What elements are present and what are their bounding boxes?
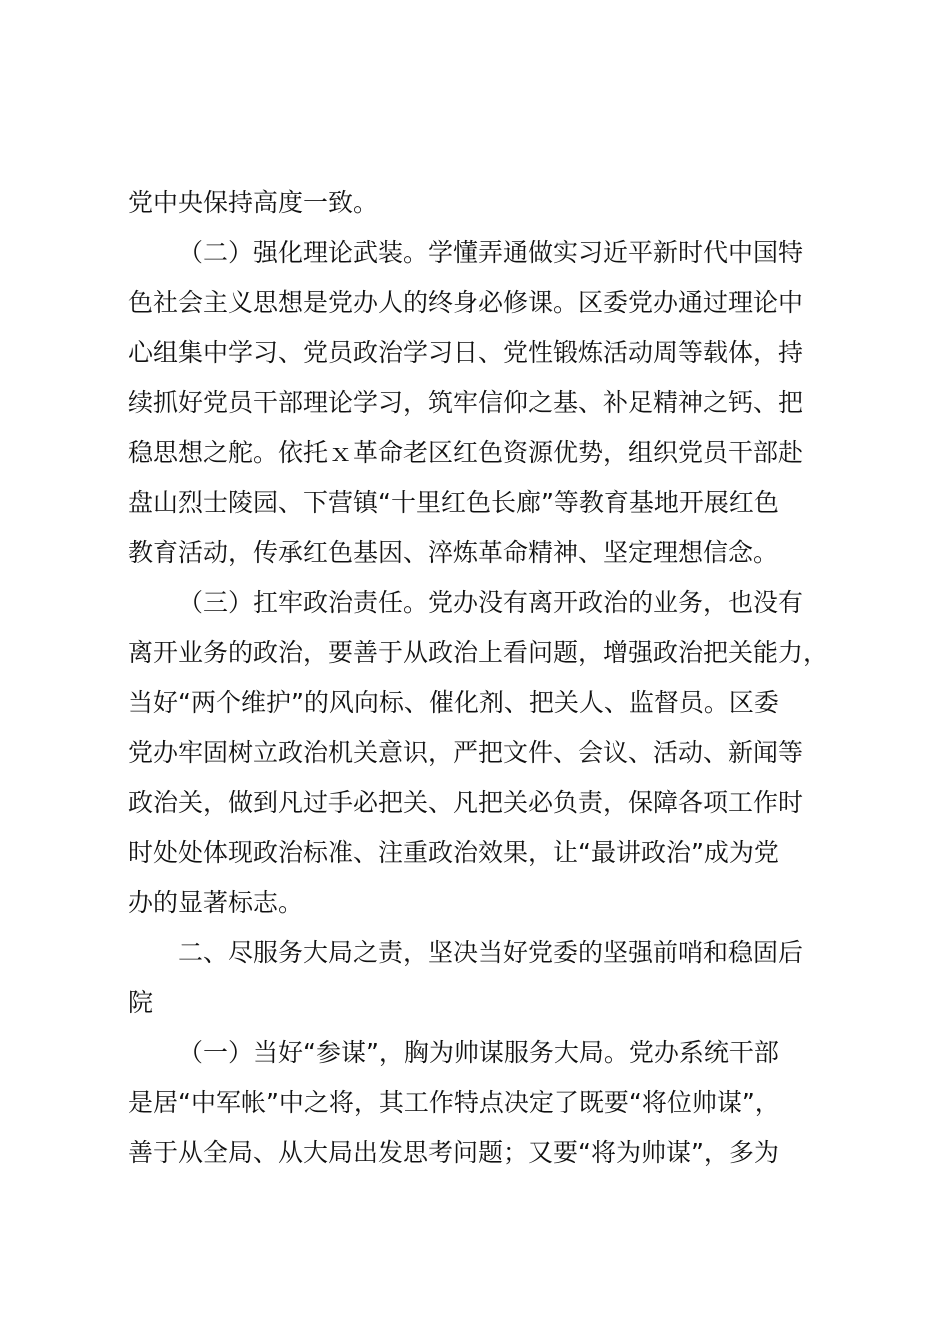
paragraph-line: 时处处体现政治标准、注重政治效果，让“最讲政治”成为党	[128, 838, 779, 867]
chapter-heading-line: 院	[128, 988, 154, 1017]
paragraph-line: 党办牢固树立政治机关意识，严把文件、会议、活动、新闻等	[128, 738, 804, 767]
paragraph-line: 盘山烈士陵园、下营镇“十里红色长廊”等教育基地开展红色	[128, 488, 779, 517]
paragraph-line: 是居“中军帐”中之将，其工作特点决定了既要“将位帅谋”，	[128, 1088, 780, 1117]
paragraph-line: 稳思想之舵。依托ｘ革命老区红色资源优势，组织党员干部赴	[128, 438, 804, 467]
paragraph-line: 续抓好党员干部理论学习，筑牢信仰之基、补足精神之钙、把	[128, 388, 804, 417]
section-heading-line: （三）扛牢政治责任。党办没有离开政治的业务，也没有	[178, 588, 804, 617]
paragraph-line: 色社会主义思想是党办人的终身必修课。区委党办通过理论中	[128, 288, 804, 317]
paragraph-line: 当好“两个维护”的风向标、催化剂、把关人、监督员。区委	[128, 688, 779, 717]
chapter-heading-line: 二、尽服务大局之责，坚决当好党委的坚强前哨和稳固后	[178, 938, 804, 967]
paragraph-line: 离开业务的政治，要善于从政治上看问题，增强政治把关能力，	[128, 638, 829, 667]
paragraph-line: 教育活动，传承红色基因、淬炼革命精神、坚定理想信念。	[128, 538, 779, 567]
section-heading-line: （二）强化理论武装。学懂弄通做实习近平新时代中国特	[178, 238, 804, 267]
section-heading-line: （一）当好“参谋”，胸为帅谋服务大局。党办系统干部	[178, 1038, 779, 1067]
paragraph-line: 党中央保持高度一致。	[128, 188, 379, 217]
paragraph-line: 办的显著标志。	[128, 888, 304, 917]
paragraph-line: 政治关，做到凡过手必把关、凡把关必负责，保障各项工作时	[128, 788, 804, 817]
paragraph-line: 善于从全局、从大局出发思考问题；又要“将为帅谋”，多为	[128, 1138, 779, 1167]
paragraph-line: 心组集中学习、党员政治学习日、党性锻炼活动周等载体，持	[128, 338, 804, 367]
